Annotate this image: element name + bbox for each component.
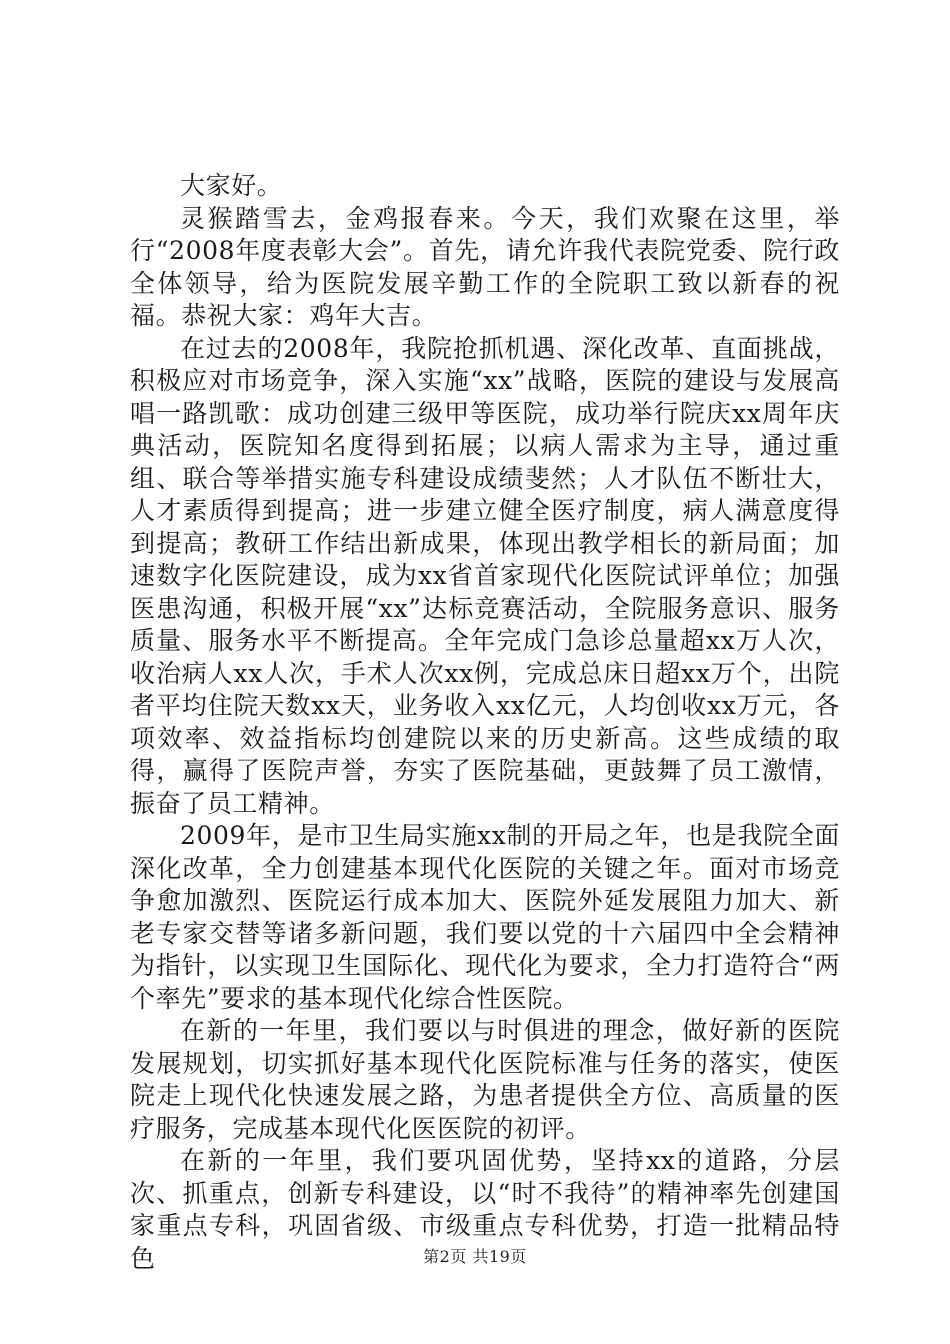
paragraph-development-plan: 在新的一年里，我们要以与时俱进的理念，做好新的医院发展规划，切实抓好基本现代化医院标准与任务的落实，使医院走上现代化快速发展之路，为患者提供全方位、高质量的医疗服务，完成基本现代化医医院的初评。 (130, 1016, 840, 1143)
paragraph-2008-review: 在过去的2008年，我院抢抓机遇、深化改革、直面挑战，积极应对市场竞争，深入实施“xx”战略，医院的建设与发展高唱一路凯歌：成功创建三级甲等医院，成功举行院庆xx周年庆典活动，医院知名度得到拓展；以病人需求为主导，通过重组、联合等举措实施专科建设成绩斐然；人才队伍不断壮大，人才素质得到提高；进一步建立健全医疗制度，病人满意度得到提高；教研工作结出新成果，体现出教学相长的新局面；加速数字化医院建设，成为xx省首家现代化医院试评单位；加强医患沟通，积极开展“xx”达标竞赛活动，全院服务意识、服务质量、服务水平不断提高。全年完成门急诊总量超xx万人次，收治病人xx人次，手术人次xx例，完成总床日超xx万个，出院者平均住院天数xx天，业务收入xx亿元，人均创收xx万元，各项效率、效益指标均创建院以来的历史新高。这些成绩的取得，赢得了医院声誉，夯实了医院基础，更鼓舞了员工激情，振奋了员工精神。 (130, 333, 840, 818)
paragraph-specialty-building: 在新的一年里，我们要巩固优势，坚持xx的道路，分层次、抓重点，创新专科建设，以“时不我待”的精神率先创建国家重点专科，巩固省级、市级重点专科优势，打造一批精品特色 (130, 1146, 840, 1273)
document-body (130, 170, 840, 1275)
paragraph-opening: 灵猴踏雪去，金鸡报春来。今天，我们欢聚在这里，举行“2008年度表彰大会”。首先，请允许我代表院党委、院行政全体领导，给为医院发展辛勤工作的全院职工致以新春的祝福。恭祝大家：鸡年大吉。 (130, 203, 840, 330)
paragraph-greeting: 大家好。 (180, 171, 283, 200)
paragraph-2009-outlook: 2009年，是市卫生局实施xx制的开局之年，也是我院全面深化改革，全力创建基本现代化医院的关键之年。面对市场竞争愈加激烈、医院运行成本加大、医院外延发展阻力加大、新老专家交替等诸多新问题，我们要以党的十六届四中全会精神为指针，以实现卫生国际化、现代化为要求，全力打造符合“两个率先”要求的基本现代化综合性医院。 (130, 821, 840, 1013)
page-number-footer: 第2页 共19页 (423, 1247, 527, 1266)
